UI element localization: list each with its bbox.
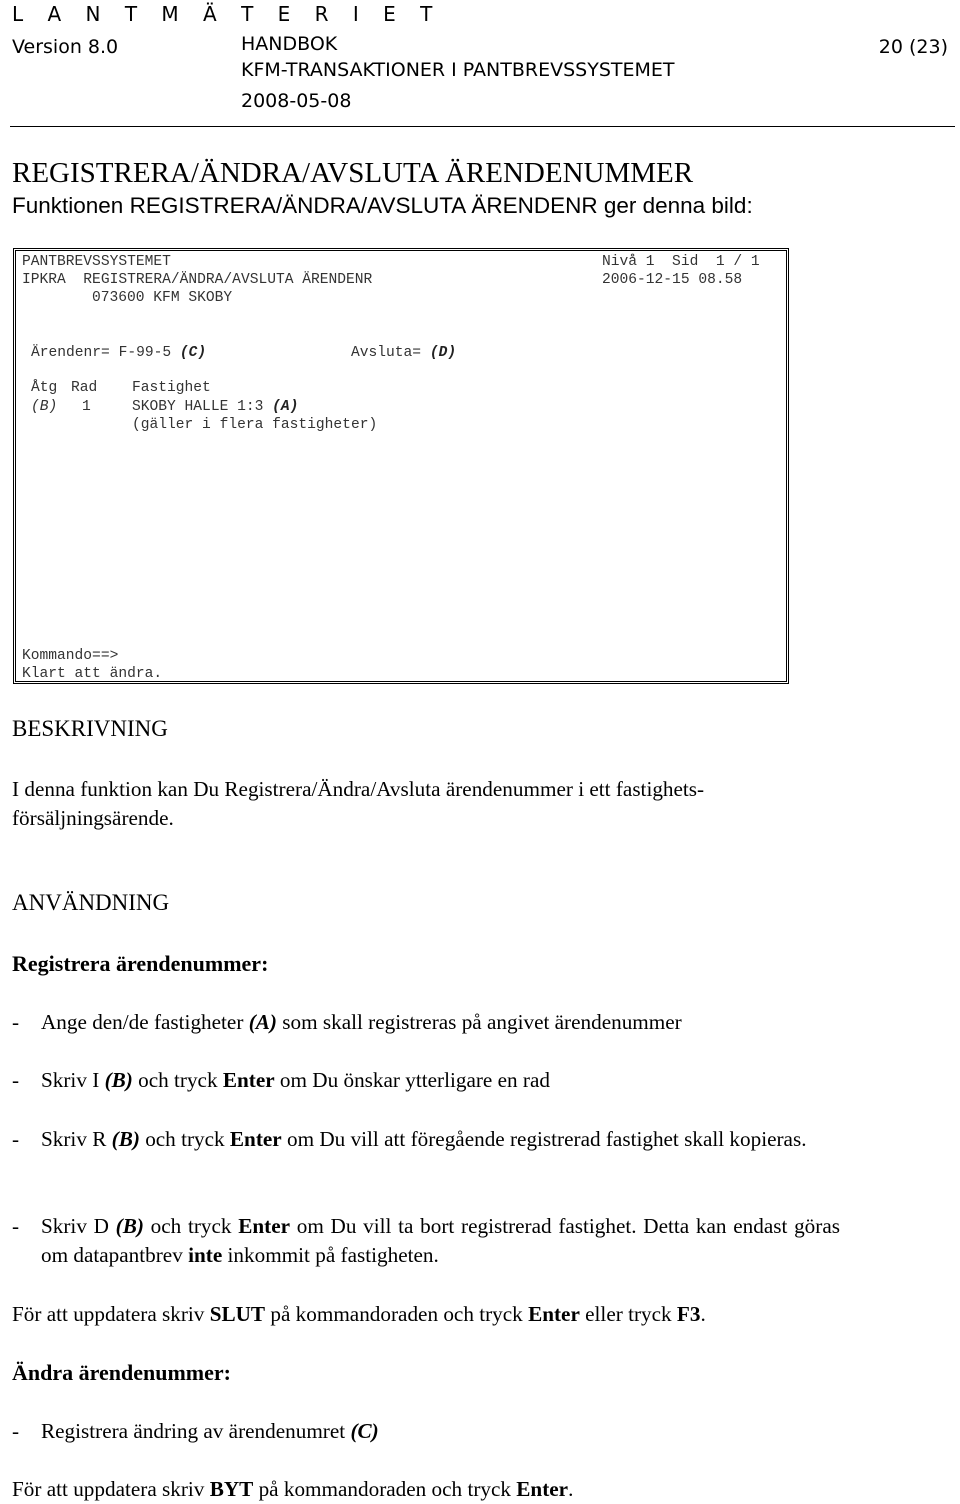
bullet-dash: - — [12, 1068, 20, 1092]
bullet-dash: - — [12, 1010, 20, 1034]
usage-item-1-text: Ange den/de fastigheter (A) som skall registreras på angivet ärendenummer — [41, 1010, 682, 1034]
transaction-name: IPKRA REGISTRERA/ÄNDRA/AVSLUTA ÄRENDENR — [22, 272, 373, 288]
case-number-field — [31, 345, 206, 362]
marker-d: (D) — [429, 345, 457, 361]
command-prompt: Kommando==> — [22, 648, 119, 664]
row-property — [132, 399, 298, 416]
organization-name: L A N T M Ä T E R I E T — [12, 2, 442, 26]
marker-b: (B) — [31, 399, 58, 415]
intro-text: Funktionen REGISTRERA/ÄNDRA/AVSLUTA ÄRENDENR ger denna bild: — [12, 193, 753, 218]
property-name: SKOBY HALLE 1:3 — [132, 399, 264, 415]
usage-item-1 — [12, 1008, 840, 1037]
description-line-2: försäljningsärende. — [12, 806, 174, 830]
document-date: 2008-05-08 — [241, 90, 352, 112]
page-number: 20 (23) — [878, 36, 948, 58]
bullet-dash: - — [12, 1419, 20, 1443]
handbook-subtitle: KFM-TRANSAKTIONER I PANTBREVSSYSTEMET — [241, 59, 675, 81]
usage-item-4-text: Skriv D (B) och tryck Enter om Du vill ta bort registrerad fastighet. Detta kan endast göras om datapantbrev inte inkommit på fastigheten. — [41, 1214, 840, 1267]
description-line-1: I denna funktion kan Du Registrera/Ändra/Avsluta ärendenummer i ett fastighets- — [12, 777, 705, 801]
row-number: 1 — [82, 399, 91, 415]
screen-datetime: 2006-12-15 08.58 — [602, 272, 743, 288]
level-page-indicator: Nivå 1 Sid 1 / 1 — [602, 254, 760, 270]
office-name: 073600 KFM SKOBY — [92, 290, 233, 306]
status-message: Klart att ändra. — [22, 666, 163, 682]
update-instruction-1: För att uppdatera skriv SLUT på kommandoraden och tryck Enter eller tryck F3. — [12, 1302, 706, 1326]
marker-a: (A) — [272, 399, 299, 415]
system-name: PANTBREVSSYSTEMET — [22, 254, 171, 270]
description-heading: BESKRIVNING — [12, 716, 168, 741]
usage-item-2 — [12, 1066, 840, 1095]
row-note: (gäller i flera fastigheter) — [132, 417, 378, 433]
header-divider — [10, 126, 955, 127]
bullet-dash: - — [12, 1214, 20, 1238]
description-text — [12, 775, 840, 833]
usage-item-2-text: Skriv I (B) och tryck Enter om Du önskar ytterligare en rad — [41, 1068, 550, 1092]
version-label: Version 8.0 — [12, 36, 119, 58]
handbook-title: HANDBOK — [241, 33, 338, 55]
bullet-dash: - — [12, 1127, 20, 1151]
terminal-screen — [13, 248, 789, 684]
usage-item-5-text: Registrera ändring av ärendenumret (C) — [41, 1419, 379, 1443]
usage-item-3 — [12, 1125, 840, 1154]
case-number-label: Ärendenr= F-99-5 — [31, 345, 172, 361]
end-field — [351, 345, 456, 362]
column-property-header: Fastighet — [132, 380, 211, 396]
end-label: Avsluta= — [351, 345, 422, 361]
usage-item-3-text: Skriv R (B) och tryck Enter om Du vill att föregående registrerad fastighet skall kopieras. — [41, 1127, 807, 1151]
update-instruction-2: För att uppdatera skriv BYT på kommandoraden och tryck Enter. — [12, 1477, 574, 1501]
marker-c: (C) — [179, 345, 207, 361]
section-heading: REGISTRERA/ÄNDRA/AVSLUTA ÄRENDENUMMER — [12, 157, 694, 189]
register-heading: Registrera ärendenummer: — [12, 951, 269, 976]
usage-item-5 — [12, 1417, 840, 1446]
change-heading: Ändra ärendenummer: — [12, 1360, 231, 1385]
usage-item-4 — [12, 1212, 840, 1270]
column-action-header: Åtg — [31, 380, 58, 396]
column-row-header: Rad — [71, 380, 98, 396]
usage-heading: ANVÄNDNING — [12, 890, 170, 915]
